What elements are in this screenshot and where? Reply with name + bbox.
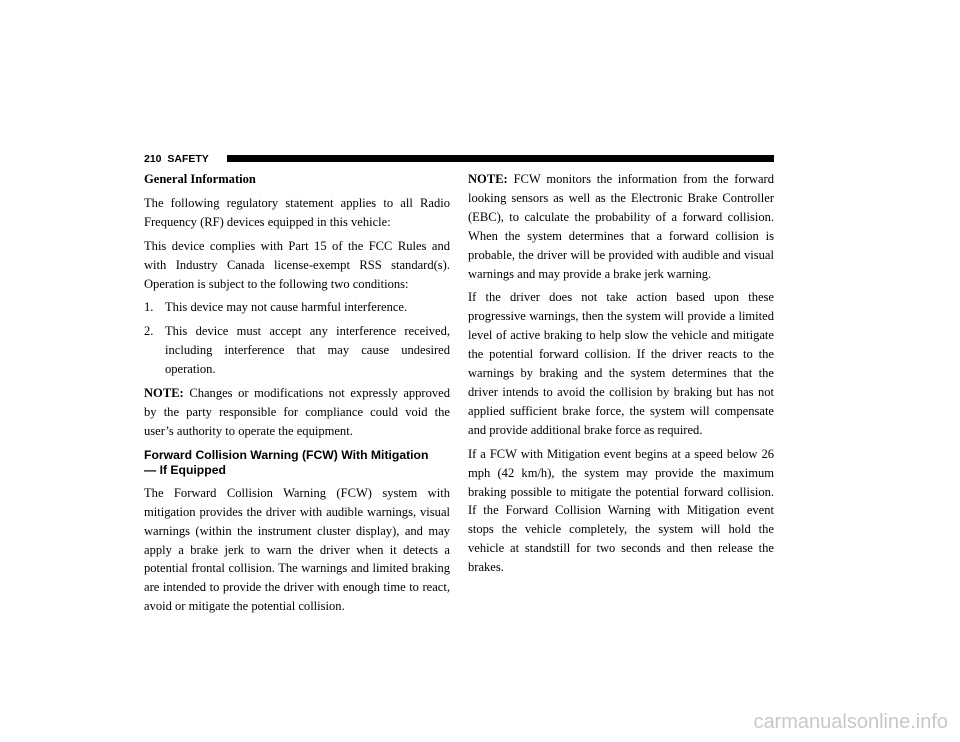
paragraph-progressive-warnings: If the driver does not take action based upon these progressive warnings, then the system will provide a limited level of active braking to help slow the vehicle and mitigate the potential forward collision. If the driver reacts to the warnings by braking and the system determines that the driver intends to avoid the collision by braking but has not applied sufficient brake force, the system will compensate and provide additional brake force as required. — [468, 290, 774, 437]
note-paragraph — [144, 384, 450, 441]
note-paragraph — [468, 170, 774, 283]
paragraph-fcw-description: The Forward Collision Warning (FCW) system with mitigation provides the driver with audible warnings, visual warnings (within the instrument cluster display), and may apply a brake jerk to warn the driver when it detects a potential frontal collision. The warnings and limited braking are intended to provide the driver with enough time to react, avoid or mitigate the potential collision. — [144, 485, 450, 614]
section-heading-line: Forward Collision Warning (FCW) With Mitigation — [144, 447, 429, 462]
watermark: carmanualsonline.info — [753, 711, 948, 733]
paragraph-fcc-compliance: This device complies with Part 15 of the FCC Rules and with Industry Canada license-exempt RSS standard(s). Operation is subject to the following two conditions: — [144, 238, 450, 291]
list-item-text: This device may not cause harmful interference. — [165, 300, 408, 315]
header-rule — [227, 155, 774, 162]
note-label: NOTE: — [144, 386, 184, 401]
page-header — [144, 153, 774, 165]
list-item — [144, 322, 450, 379]
paragraph-low-speed-event: If a FCW with Mitigation event begins at a speed below 26 mph (42 km/h), the system may provide the maximum braking possible to mitigate the potential forward collision. If the Forward Collision Warning with Mitigation event stops the vehicle completely, the system will hold the vehicle at standstill for two seconds and then release the brakes. — [468, 446, 774, 575]
right-column — [468, 170, 774, 577]
paragraph-regulatory-statement: The following regulatory statement applies to all Radio Frequency (RF) devices equipped in this vehicle: — [144, 195, 450, 229]
note-text: Changes or modifications not expressly approved by the party responsible for compliance could void the user’s authority to operate the equipment. — [144, 386, 451, 438]
section-heading-fcw — [144, 448, 450, 478]
note-text: FCW monitors the information from the forward looking sensors as well as the Electronic Brake Controller (EBC), to calculate the probability of a forward collision. When the system determines that a forward collision is probable, the driver will be provided with audible and visual warnings and may provide a brake jerk warning. — [468, 172, 774, 281]
page-header-text — [144, 153, 209, 165]
page-number: 210 — [144, 153, 162, 165]
list-item-number: 2. — [144, 324, 154, 339]
left-column — [144, 170, 450, 616]
note-label: NOTE: — [468, 172, 508, 186]
list-item — [144, 298, 450, 317]
section-heading-line: — If Equipped — [144, 462, 226, 477]
list-item-text: This device must accept any interference received, including interference that may cause undesired operation. — [165, 324, 450, 377]
section-title: SAFETY — [167, 153, 209, 165]
subheading-general-information: General Information — [144, 172, 256, 186]
list-item-number: 1. — [144, 300, 154, 315]
